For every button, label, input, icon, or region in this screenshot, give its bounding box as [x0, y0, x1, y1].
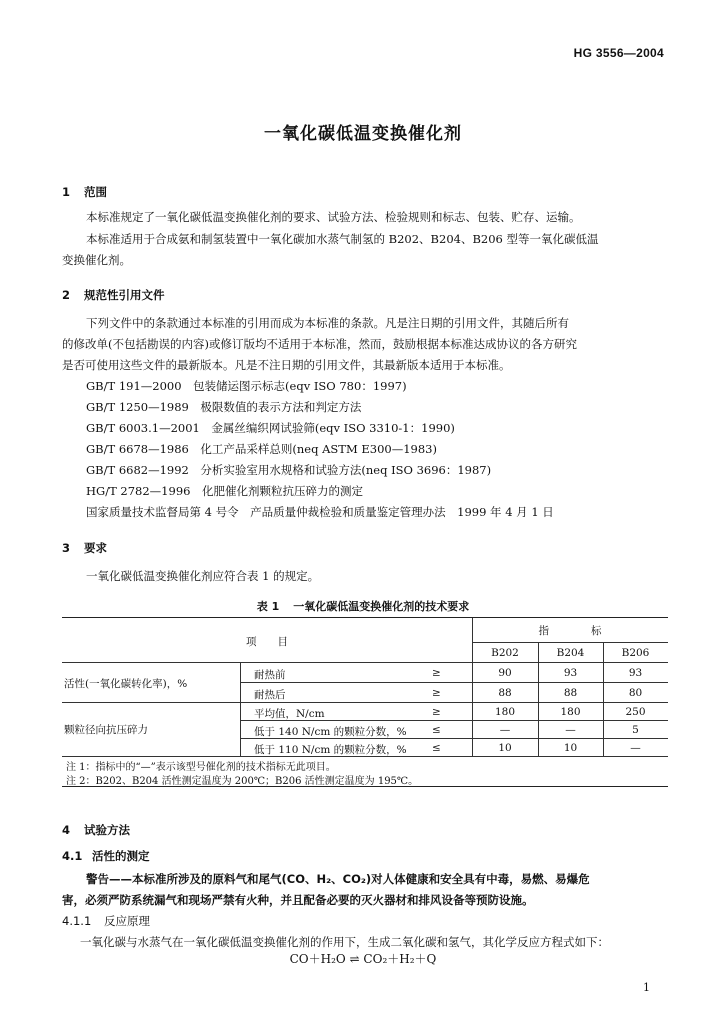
table-rule — [240, 662, 241, 756]
row-operator: ≤ — [432, 742, 441, 754]
table-cell: 5 — [632, 724, 639, 736]
table-rule — [472, 642, 668, 643]
table-caption-text: 一氧化碳低温变换催化剂的技术要求 — [293, 600, 470, 613]
section-number: 1 — [62, 185, 71, 199]
section-title: 范围 — [84, 185, 107, 199]
table-note: 注 1：指标中的“—”表示该型号催化剂的技术指标无此项目。 — [66, 762, 336, 773]
section-3-heading — [62, 540, 107, 556]
reference-item: GB/T 6682—1992 分析实验室用水规格和试验方法(neq ISO 3696：1987) — [86, 463, 492, 477]
table-label: 表 1 — [256, 600, 280, 613]
table-cell: — — [565, 724, 576, 736]
row-operator: ≥ — [432, 687, 441, 699]
subsection-4-1-heading — [62, 848, 150, 864]
reference-item: GB/T 6003.1—2001 金属丝编织网试验筛(eqv ISO 3310-1：1990) — [86, 421, 455, 435]
requirements-table — [62, 617, 668, 787]
paragraph: 的修改单(不包括勘误的内容)或修订版均不适用于本标准，然而，鼓励根据本标准达成协议的各方研究 — [62, 337, 577, 351]
table-cell: 88 — [498, 687, 512, 699]
row-sub-label: 耐热前 — [254, 669, 286, 681]
warning-text: 警告——本标准所涉及的原料气和尾气(CO、H₂、CO₂)对人体健康和安全具有中毒，易燃、易爆危 — [86, 872, 590, 886]
group-label-crush: 颗粒径向抗压碎力 — [64, 724, 148, 736]
table-rule — [62, 702, 668, 703]
section-2-heading — [62, 287, 165, 303]
column-header: B202 — [491, 647, 519, 659]
group-label-activity: 活性(一氧化碳转化率)，% — [64, 678, 188, 690]
table-header-item: 项 目 — [246, 636, 288, 648]
section-number: 4.1.1 — [62, 914, 92, 928]
table-cell: 180 — [560, 706, 581, 718]
reference-item: 国家质量技术监督局第 4 号令 产品质量仲裁检验和质量鉴定管理办法 1999 年 4 月 1 日 — [86, 505, 554, 519]
paragraph: 变换催化剂。 — [62, 253, 131, 267]
paragraph: 本标准适用于合成氨和制氢装置中一氧化碳加水蒸气制氢的 B202、B204、B206 型等一氧化碳低温 — [86, 232, 599, 246]
row-sub-label: 平均值，N/cm — [254, 708, 325, 720]
row-sub-label: 低于 140 N/cm 的颗粒分数，% — [254, 726, 407, 738]
standard-code: HG 3556—2004 — [573, 46, 664, 60]
column-header: B204 — [556, 647, 585, 659]
table-cell: 93 — [628, 667, 643, 679]
section-title: 活性的测定 — [92, 849, 150, 863]
table-rule — [62, 662, 668, 663]
row-operator: ≥ — [432, 667, 441, 679]
section-4-heading — [62, 822, 130, 838]
table-note: 注 2：B202、B204 活性测定温度为 200℃；B206 活性测定温度为 195℃。 — [66, 776, 419, 787]
section-title: 要求 — [84, 541, 107, 555]
paragraph: 一氧化碳低温变换催化剂应符合表 1 的规定。 — [86, 569, 320, 583]
row-sub-label: 低于 110 N/cm 的颗粒分数，% — [254, 744, 407, 756]
table-caption — [0, 598, 726, 614]
table-cell: 93 — [563, 667, 578, 679]
reaction-formula: CO＋H₂O ⇌ CO₂＋H₂＋Q — [289, 952, 437, 966]
document-title: 一氧化碳低温变换催化剂 — [264, 124, 462, 144]
row-operator: ≥ — [432, 706, 441, 718]
page-number: 1 — [643, 981, 650, 994]
paragraph: 下列文件中的条款通过本标准的引用而成为本标准的条款。凡是注日期的引用文件，其随后所有 — [86, 316, 569, 330]
reference-item: GB/T 6678—1986 化工产品采样总则(neq ASTM E300—1983) — [86, 442, 437, 456]
subsection-4-1-1-heading — [62, 913, 150, 929]
table-cell: 80 — [628, 687, 643, 699]
section-number: 3 — [62, 541, 71, 555]
column-header: B206 — [621, 647, 650, 659]
reference-item: GB/T 1250—1989 极限数值的表示方法和判定方法 — [86, 400, 362, 414]
table-cell: — — [630, 742, 641, 754]
table-rule — [538, 642, 539, 756]
row-operator: ≤ — [432, 724, 441, 736]
warning-text: 害，必须严防系统漏气和现场严禁有火种，并且配备必要的灭火器材和排风设备等预防设施。 — [62, 893, 534, 907]
reference-item: GB/T 191—2000 包装储运图示标志(eqv ISO 780：1997) — [86, 379, 407, 393]
section-number: 2 — [62, 288, 71, 302]
table-cell: 10 — [498, 742, 512, 754]
section-title: 反应原理 — [104, 914, 150, 928]
table-cell: 90 — [498, 667, 512, 679]
table-cell: 88 — [563, 687, 578, 699]
table-rule — [603, 642, 604, 756]
paragraph: 是否可使用这些文件的最新版本。凡是不注日期的引用文件，其最新版本适用于本标准。 — [62, 358, 511, 372]
section-number: 4.1 — [62, 849, 83, 863]
table-cell: 10 — [563, 742, 578, 754]
table-header-index: 指 标 — [538, 625, 602, 637]
section-title: 试验方法 — [84, 823, 130, 837]
section-1-heading — [62, 184, 107, 200]
table-cell: 250 — [625, 706, 646, 718]
table-cell: — — [499, 724, 511, 736]
section-number: 4 — [62, 823, 71, 837]
table-cell: 180 — [494, 706, 516, 718]
paragraph: 一氧化碳与水蒸气在一氧化碳低温变换催化剂的作用下，生成二氧化碳和氢气，其化学反应方程式如下： — [80, 935, 609, 949]
section-title: 规范性引用文件 — [84, 288, 165, 302]
paragraph: 本标准规定了一氧化碳低温变换催化剂的要求、试验方法、检验规则和标志、包装、贮存、运输。 — [86, 210, 581, 224]
row-sub-label: 耐热后 — [254, 689, 286, 701]
reference-item: HG/T 2782—1996 化肥催化剂颗粒抗压碎力的测定 — [86, 484, 363, 498]
